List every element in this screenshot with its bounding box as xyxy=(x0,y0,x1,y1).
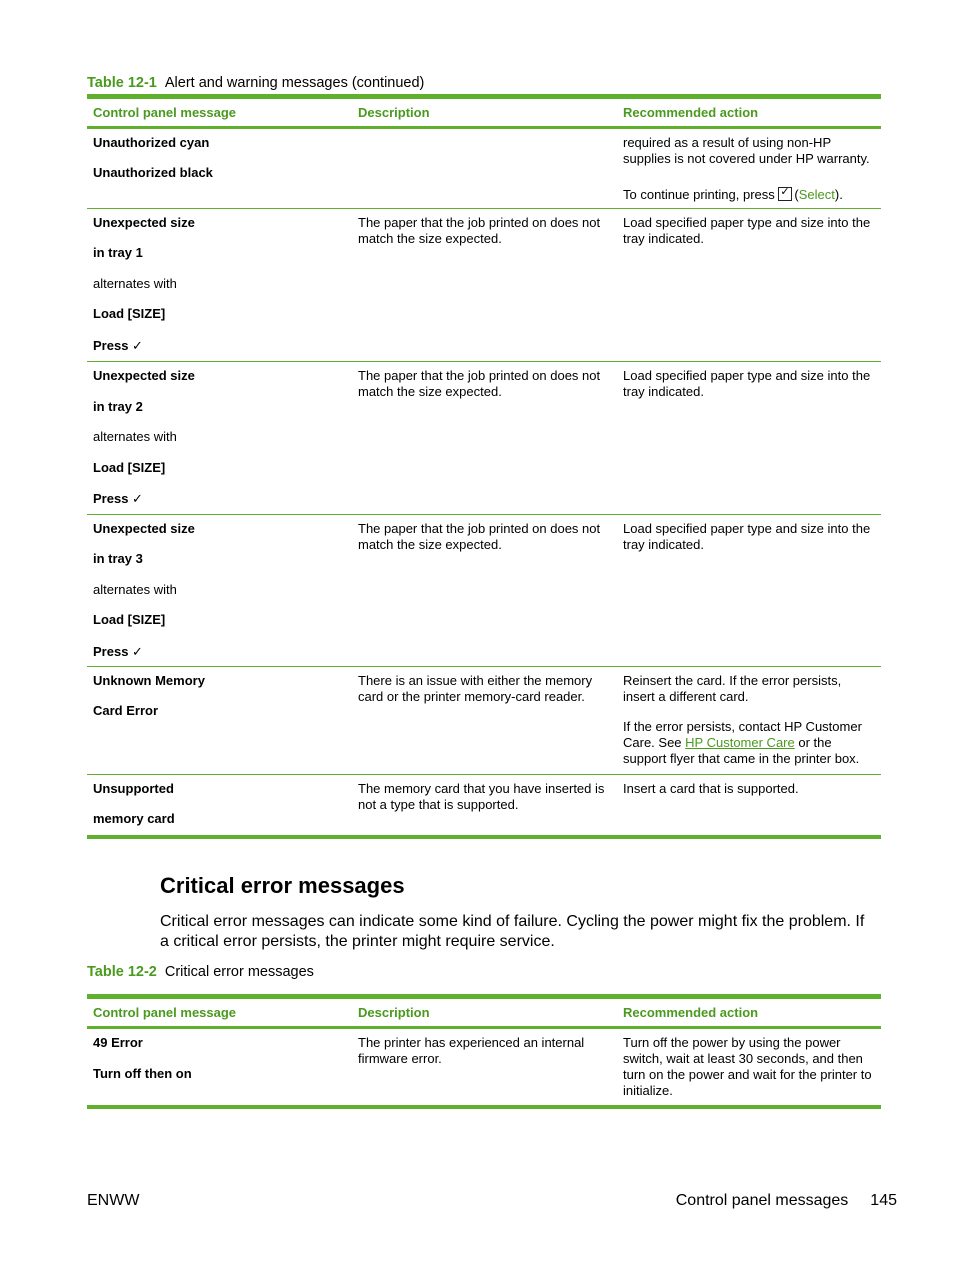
table-header xyxy=(87,99,881,129)
check-icon: ✓ xyxy=(132,491,143,506)
message-line: Load [SIZE] xyxy=(93,612,166,627)
header-control-panel-message: Control panel message xyxy=(93,105,237,120)
message-line: Unexpected size xyxy=(93,368,195,383)
message-cell xyxy=(93,521,338,660)
hp-customer-care-link[interactable]: HP Customer Care xyxy=(685,735,795,750)
table-title: Alert and warning messages (continued) xyxy=(164,75,425,91)
action-line: tray indicated. xyxy=(623,384,704,399)
message-line: in tray 2 xyxy=(93,399,143,414)
description-cell xyxy=(358,1035,608,1067)
message-line: Card Error xyxy=(93,703,159,718)
action-line: Insert a card that is supported. xyxy=(623,781,799,796)
continue-text: To continue printing, press xyxy=(623,187,779,202)
message-line: in tray 3 xyxy=(93,551,143,566)
message-line: alternates with xyxy=(93,582,177,597)
message-line: Unknown Memory xyxy=(93,673,205,688)
table-header xyxy=(87,999,881,1029)
after-link-text: or the xyxy=(794,735,832,750)
description-line: match the size expected. xyxy=(358,537,502,552)
message-line: Unauthorized cyan xyxy=(93,135,210,150)
select-button-icon xyxy=(778,187,792,201)
alert-warning-table xyxy=(87,94,881,839)
table-number: Table 12-1 xyxy=(87,75,157,91)
message-cell xyxy=(93,215,338,354)
select-label: Select xyxy=(798,187,835,202)
intro-line: a critical error persists, the printer might require service. xyxy=(160,933,555,950)
action-line: Load specified paper type and size into the xyxy=(623,368,871,383)
table-title: Critical error messages xyxy=(164,964,314,980)
action-cell xyxy=(623,781,875,797)
description-line: card or the printer memory-card reader. xyxy=(358,689,585,704)
action-line: turn on the power and wait for the printer to xyxy=(623,1067,872,1082)
action-line: supplies is not covered under HP warranty. xyxy=(623,151,870,166)
action-cell xyxy=(623,521,875,553)
header-recommended-action: Recommended action xyxy=(623,1005,759,1020)
action-line: tray indicated. xyxy=(623,231,704,246)
description-cell xyxy=(358,215,608,247)
message-line: 49 Error xyxy=(93,1035,143,1050)
header-description: Description xyxy=(358,105,430,120)
page-number: 145 xyxy=(870,1192,897,1209)
message-line: Unexpected size xyxy=(93,521,195,536)
action-cell xyxy=(623,368,875,400)
footer-left: ENWW xyxy=(87,1192,140,1209)
section-intro xyxy=(160,912,880,952)
action-line: Turn off the power by using the power xyxy=(623,1035,841,1050)
description-line: match the size expected. xyxy=(358,231,502,246)
table-caption xyxy=(87,964,314,980)
press-label: Press xyxy=(93,491,129,506)
message-line: in tray 1 xyxy=(93,245,143,260)
action-line: If the error persists, contact HP Customer xyxy=(623,719,862,734)
action-cell xyxy=(623,215,875,247)
message-line: Unexpected size xyxy=(93,215,195,230)
message-line: Load [SIZE] xyxy=(93,460,166,475)
description-line: The paper that the job printed on does not xyxy=(358,368,601,383)
table-row xyxy=(87,1029,881,1105)
description-line: not a type that is supported. xyxy=(358,797,519,812)
check-icon: ✓ xyxy=(132,644,143,659)
see-text: Care. See xyxy=(623,735,686,750)
message-line: alternates with xyxy=(93,276,177,291)
header-control-panel-message: Control panel message xyxy=(93,1005,237,1020)
table-row xyxy=(87,362,881,515)
action-cell xyxy=(623,1035,875,1099)
message-line: Unsupported xyxy=(93,781,174,796)
table-row xyxy=(87,209,881,362)
table-row xyxy=(87,667,881,775)
table-row xyxy=(87,129,881,209)
message-line: memory card xyxy=(93,811,175,826)
action-line: Load specified paper type and size into the xyxy=(623,215,871,230)
action-line: tray indicated. xyxy=(623,537,704,552)
action-line: support flyer that came in the printer box. xyxy=(623,751,860,766)
description-cell xyxy=(358,781,608,813)
action-continue-line: To continue printing, press ✓(Select). xyxy=(623,187,875,203)
action-line-with-link xyxy=(623,735,875,751)
description-line: There is an issue with either the memory xyxy=(358,673,593,688)
continue-suffix: ). xyxy=(834,187,843,202)
description-line: The paper that the job printed on does not xyxy=(358,521,601,536)
action-line: initialize. xyxy=(623,1083,673,1098)
footer-section-title: Control panel messages xyxy=(675,1192,849,1209)
action-line: Load specified paper type and size into the xyxy=(623,521,871,536)
table-number: Table 12-2 xyxy=(87,964,157,980)
press-line xyxy=(93,644,338,660)
header-description: Description xyxy=(358,1005,430,1020)
message-cell xyxy=(93,368,338,507)
action-line: Reinsert the card. If the error persists, xyxy=(623,673,842,688)
critical-error-table xyxy=(87,994,881,1109)
table-row xyxy=(87,515,881,667)
table-caption xyxy=(87,75,424,91)
action-line: insert a different card. xyxy=(623,689,749,704)
message-line: Unauthorized black xyxy=(93,165,213,180)
description-line: firmware error. xyxy=(358,1051,442,1066)
description-cell xyxy=(358,673,608,705)
header-recommended-action: Recommended action xyxy=(623,105,759,120)
message-line: alternates with xyxy=(93,429,177,444)
message-cell xyxy=(93,781,338,827)
press-label: Press xyxy=(93,338,129,353)
check-icon: ✓ xyxy=(132,338,143,353)
table-row xyxy=(87,775,881,835)
message-cell xyxy=(93,1035,338,1082)
message-line: Turn off then on xyxy=(93,1066,192,1081)
section-heading: Critical error messages xyxy=(160,873,405,898)
press-line xyxy=(93,338,338,354)
press-label: Press xyxy=(93,644,129,659)
description-cell xyxy=(358,521,608,553)
description-line: The paper that the job printed on does not xyxy=(358,215,601,230)
description-line: match the size expected. xyxy=(358,384,502,399)
message-cell xyxy=(93,673,338,719)
action-line: required as a result of using non-HP xyxy=(623,135,832,150)
description-cell xyxy=(358,368,608,400)
footer-right xyxy=(676,1192,897,1210)
intro-line: Critical error messages can indicate some kind of failure. Cycling the power might fix the problem. If xyxy=(160,913,865,930)
action-cell xyxy=(623,673,875,767)
message-cell xyxy=(93,135,338,181)
table-bottom-rule xyxy=(87,835,881,839)
press-line xyxy=(93,491,338,507)
action-line: switch, wait at least 30 seconds, and then xyxy=(623,1051,863,1066)
table-bottom-rule xyxy=(87,1105,881,1109)
description-line: The printer has experienced an internal xyxy=(358,1035,585,1050)
description-line: The memory card that you have inserted is xyxy=(358,781,605,796)
message-line: Load [SIZE] xyxy=(93,306,166,321)
action-cell xyxy=(623,135,875,203)
